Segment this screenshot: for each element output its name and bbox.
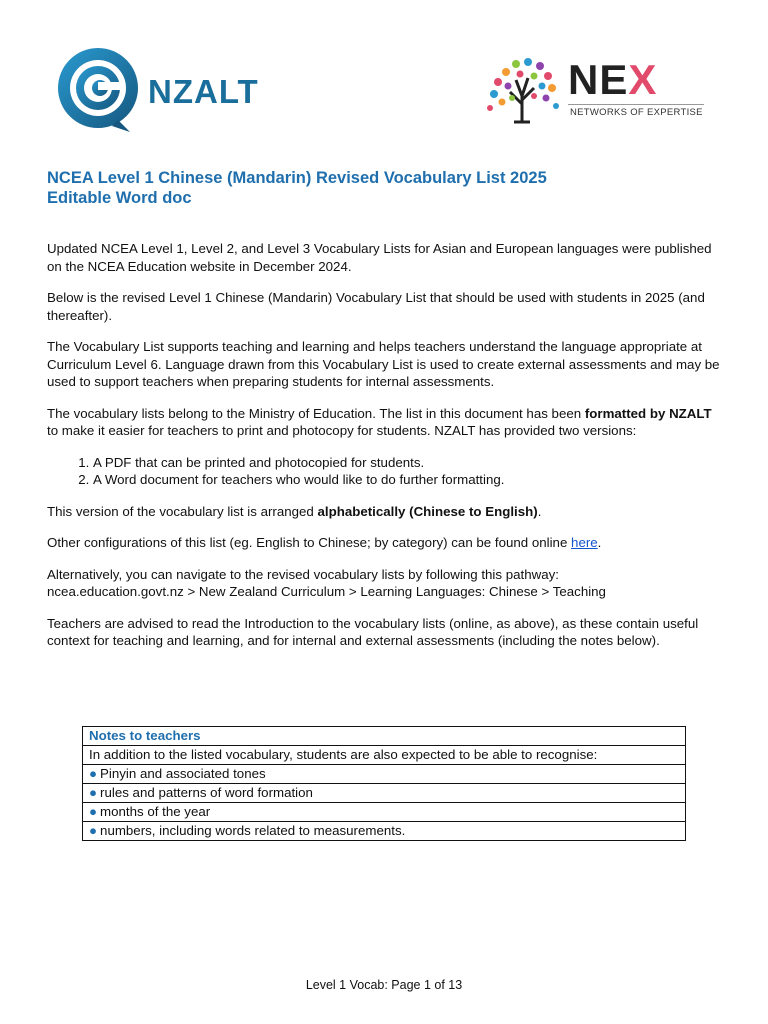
- paragraph-6-text-a: Other configurations of this list (eg. English to Chinese; by category) can be found online: [47, 535, 572, 550]
- nex-divider: [568, 104, 704, 105]
- paragraph-4-bold: formatted by NZALT: [584, 405, 712, 421]
- nex-tagline: NETWORKS OF EXPERTISE: [570, 107, 703, 118]
- bullet-icon: ●: [89, 785, 98, 800]
- nex-wordmark-x: X: [628, 56, 658, 103]
- table-row: [83, 822, 686, 841]
- nex-wordmark: [568, 58, 657, 102]
- page-footer: Level 1 Vocab: Page 1 of 13: [305, 978, 463, 992]
- title-line-2: Editable Word doc: [47, 189, 192, 207]
- list-item: 2. A Word document for teachers who would like to do further formatting.: [93, 471, 725, 489]
- nzalt-logo: [56, 48, 276, 134]
- pathway-text: ncea.education.govt.nz > New Zealand Curriculum > Learning Languages: Chinese > Teaching: [47, 584, 606, 599]
- bullet-icon: ●: [89, 823, 98, 838]
- tree-icon: [486, 56, 562, 124]
- notes-intro: In addition to the listed vocabulary, students are also expected to be able to recognise:: [83, 746, 686, 765]
- list-item: 1. A PDF that can be printed and photocopied for students.: [93, 454, 725, 472]
- bullet-icon: ●: [89, 766, 98, 781]
- paragraph-7: [47, 566, 725, 601]
- notes-heading: Notes to teachers: [83, 727, 686, 746]
- paragraph-5: [47, 503, 725, 521]
- table-row: [83, 765, 686, 784]
- paragraph-4: [47, 405, 725, 440]
- paragraph-8: Teachers are advised to read the Introduction to the vocabulary lists (online, as above), as these contain useful context for teaching and learning, and for internal and external assessments (including the notes below).: [47, 615, 699, 648]
- nex-logo: [486, 56, 708, 126]
- paragraph-1: Updated NCEA Level 1, Level 2, and Level 3 Vocabulary Lists for Asian and European languages were published on the NCEA Education website in December 2024.: [47, 241, 712, 274]
- nex-wordmark-ne: NE: [568, 56, 629, 103]
- notes-item-text: rules and patterns of word formation: [100, 785, 313, 800]
- paragraph-6-text-b: .: [597, 535, 602, 550]
- paragraph-4-text-b: to make it easier for teachers to print and photocopy for students. NZALT has provided two versions:: [47, 423, 637, 438]
- table-row: [83, 746, 686, 765]
- document-title: [47, 168, 727, 208]
- table-row: [83, 803, 686, 822]
- bullet-icon: ●: [89, 804, 98, 819]
- title-line-1: NCEA Level 1 Chinese (Mandarin) Revised Vocabulary List 2025: [47, 169, 547, 187]
- paragraph-2: Below is the revised Level 1 Chinese (Mandarin) Vocabulary List that should be used with students in 2025 (and thereafter).: [47, 290, 705, 323]
- paragraph-5-text-a: This version of the vocabulary list is arranged: [47, 503, 318, 519]
- notes-item-text: Pinyin and associated tones: [100, 766, 266, 781]
- table-row: [83, 727, 686, 746]
- notes-to-teachers-table: [82, 726, 686, 841]
- paragraph-4-text-a: The vocabulary lists belong to the Ministry of Education. The list in this document has been: [47, 405, 585, 421]
- notes-item: [83, 765, 686, 784]
- paragraph-3: The Vocabulary List supports teaching and learning and helps teachers understand the language appropriate at Curriculum Level 6. Language drawn from this Vocabulary List is used to create external assessments and may be used to support teachers when preparing students for internal assessments.: [47, 339, 720, 389]
- paragraph-6: [47, 534, 725, 552]
- notes-item: [83, 803, 686, 822]
- paragraph-5-bold: alphabetically (Chinese to English): [317, 503, 538, 519]
- paragraph-5-text-b: .: [537, 503, 542, 519]
- document-body: [47, 240, 725, 664]
- nzalt-swirl-icon: [56, 48, 142, 134]
- here-link[interactable]: here: [571, 535, 598, 550]
- table-row: [83, 784, 686, 803]
- nzalt-wordmark: NZALT: [148, 73, 259, 110]
- notes-item: [83, 784, 686, 803]
- pathway-intro: Alternatively, you can navigate to the revised vocabulary lists by following this pathway:: [47, 566, 559, 582]
- versions-list: [47, 454, 725, 489]
- notes-item-text: numbers, including words related to measurements.: [100, 823, 406, 838]
- notes-item-text: months of the year: [100, 804, 211, 819]
- notes-item: [83, 822, 686, 841]
